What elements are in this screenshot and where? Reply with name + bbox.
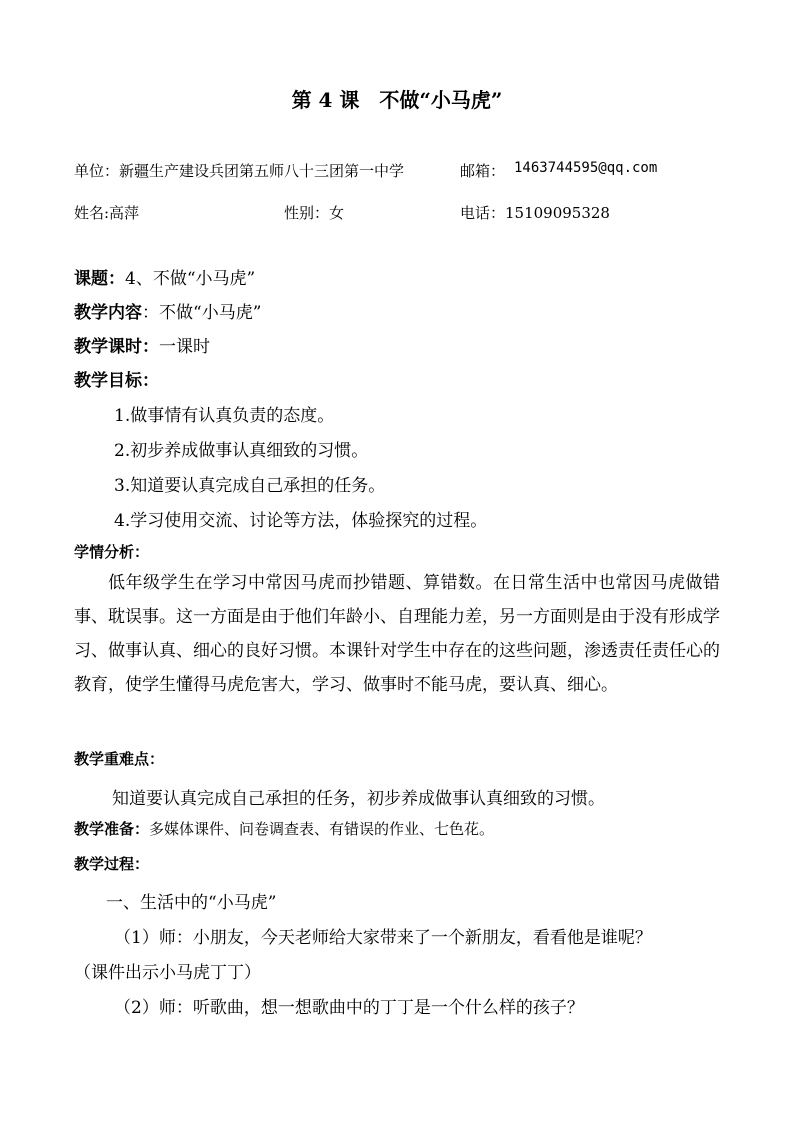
unit-text: 单位：新疆生产建设兵团第五师八十三团第一中学 [74, 162, 405, 180]
topic-line [74, 264, 255, 289]
goal-item: 1.做事情有认真负责的态度。 [114, 406, 335, 426]
analysis-paragraph: 低年级学生在学习中常因马虎而抄错题、算错数。在日常生活中也常因马虎做错事、耽误事。这一方面是由于他们年龄小、自理能力差，另一方面则是由于没有形成学习、做事认真、细心的良好习惯。本课针对学生中存在的这些问题，渗透责任责任心的教育，使学生懂得马虎危害大，学习、做事时不能马虎，要认真、细心。 [74, 573, 720, 695]
email-label: 邮箱： [460, 162, 506, 180]
info-row-person [74, 202, 724, 222]
content-value: ：不做“小马虎” [142, 303, 262, 323]
process-step-2: （2）师：听歌曲，想一想歌曲中的丁丁是一个什么样的孩子？ [114, 998, 584, 1018]
content-line [74, 298, 261, 323]
goal-item: 4.学习使用交流、讨论等方法，体验探究的过程。 [114, 511, 488, 531]
goal-item: 3.知道要认真完成自己承担的任务。 [114, 476, 386, 496]
preparation-value: 多媒体课件、问卷调查表、有错误的作业、七色花。 [149, 820, 495, 838]
goal-item: 2.初步养成做事认真细致的习惯。 [114, 441, 369, 461]
process-section-1: 一、生活中的“小马虎” [106, 893, 277, 913]
preparation-label: 教学准备： [74, 820, 150, 838]
goals-heading [74, 366, 159, 391]
process-heading: 教学过程： [74, 855, 150, 873]
period-label: 教学课时： [74, 337, 159, 357]
email-value: 1463744595@qq.com [514, 160, 658, 176]
key-points-text: 知道要认真完成自己承担的任务，初步养成做事认真细致的习惯。 [112, 789, 605, 809]
process-step-1-continued: （课件出示小马虎丁丁） [74, 963, 261, 983]
phone-text: 电话：15109095328 [460, 204, 610, 222]
goals-label: 教学目标： [74, 371, 159, 391]
analysis-heading: 学情分析： [74, 543, 150, 561]
page-title: 第 4 课 不做“小马虎” [291, 88, 503, 112]
name-text: 姓名:高萍 [74, 204, 140, 222]
info-row-unit [74, 160, 724, 180]
key-points-heading: 教学重难点： [74, 750, 165, 768]
content-label: 教学内容 [74, 303, 142, 323]
period-line [74, 332, 210, 357]
period-value: 一课时 [159, 337, 210, 357]
process-step-1: （1）师：小朋友，今天老师给大家带来了一个新朋友，看看他是谁呢？ [114, 928, 652, 948]
gender-text: 性别：女 [284, 204, 345, 222]
topic-label: 课题： [74, 269, 125, 289]
preparation-line [74, 818, 494, 839]
topic-value: 4、不做“小马虎” [125, 269, 256, 289]
